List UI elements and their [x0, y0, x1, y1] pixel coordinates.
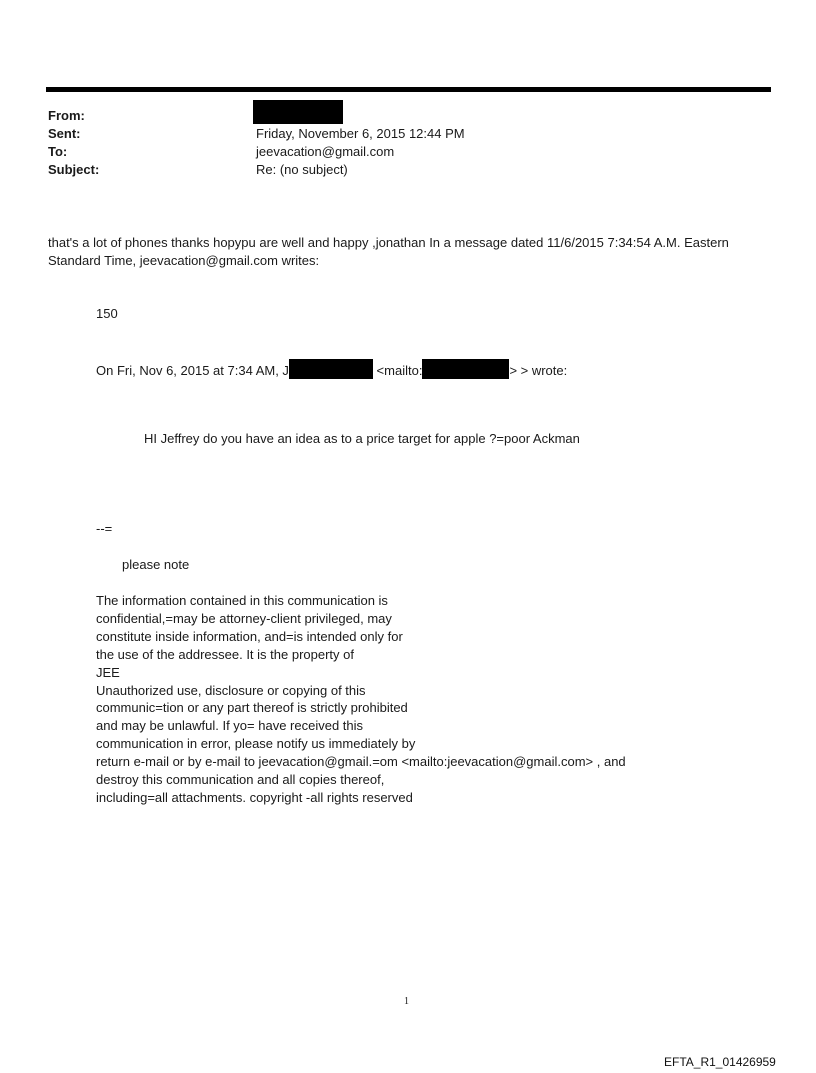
reply-line-2: Standard Time, jeevacation@gmail.com writes:: [48, 253, 320, 268]
subject-label: Subject:: [48, 162, 100, 177]
page-number: 1: [404, 996, 409, 1007]
disclaimer-line: communication in error, please notify us immediately by: [96, 736, 416, 752]
subject-value: Re: (no subject): [256, 162, 348, 177]
from-label: From:: [48, 108, 85, 123]
on-wrote-suffix: > > wrote:: [509, 363, 568, 378]
disclaimer: [96, 592, 626, 807]
on-wrote-prefix: On Fri, Nov 6, 2015 at 7:34 AM, J: [96, 363, 289, 378]
disclaimer-line: JEE: [96, 664, 120, 680]
to-label: To:: [48, 144, 68, 159]
disclaimer-line: destroy this communication and all copies thereof,: [96, 772, 385, 788]
bates-id: EFTA_R1_01426959: [664, 1055, 776, 1069]
disclaimer-line: Unauthorized use, disclosure or copying of this: [96, 682, 366, 698]
sender-name-redaction: [289, 359, 373, 379]
separator: --=: [96, 521, 113, 536]
disclaimer-line: the use of the addressee. It is the property of: [96, 646, 354, 662]
header-rule: [46, 87, 771, 92]
please-note: please note: [122, 557, 190, 572]
disclaimer-line: confidential,=may be attorney-client privileged, may: [96, 610, 392, 626]
quoted-question: HI Jeffrey do you have an idea as to a price target for apple ?=poor Ackman: [144, 431, 580, 446]
on-wrote-mailto: <mailto:: [372, 363, 423, 378]
disclaimer-line: and may be unlawful. If yo= have received this: [96, 718, 364, 734]
quoted-number: 150: [96, 306, 118, 321]
sent-label: Sent:: [48, 126, 81, 141]
disclaimer-line: communic=tion or any part thereof is strictly prohibited: [96, 700, 408, 716]
to-value: jeevacation@gmail.com: [256, 144, 395, 159]
disclaimer-line: The information contained in this communication is: [96, 593, 388, 608]
on-wrote-line: [96, 359, 567, 380]
disclaimer-line: constitute inside information, and=is intended only for: [96, 628, 403, 644]
disclaimer-line: including=all attachments. copyright -all rights reserved: [96, 789, 413, 805]
from-redaction: [253, 100, 343, 124]
reply-line-1: that's a lot of phones thanks hopypu are well and happy ,jonathan In a message dated 11/6/2015 7:34:54 A.M. Eastern: [48, 235, 729, 250]
disclaimer-line: return e-mail or by e-mail to jeevacation@gmail.=om <mailto:jeevacation@gmail.com> , and: [96, 754, 626, 770]
sender-email-redaction: [422, 359, 509, 379]
sent-value: Friday, November 6, 2015 12:44 PM: [256, 126, 465, 141]
